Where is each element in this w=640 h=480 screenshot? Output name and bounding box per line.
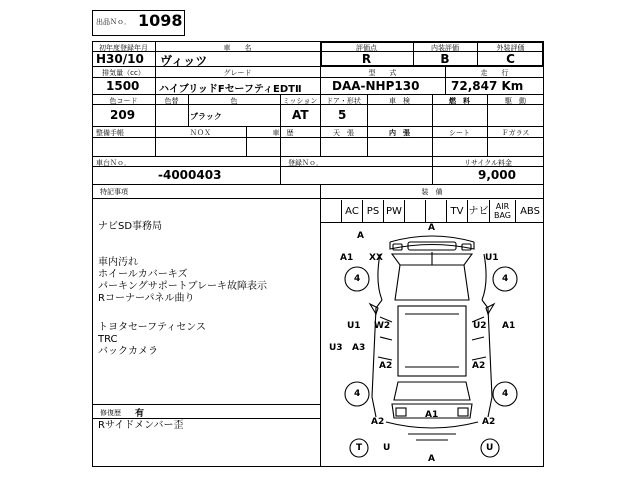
val-doors: 5 bbox=[338, 108, 347, 122]
hdr-paint: 色替 bbox=[164, 97, 179, 105]
dmg-u1-right-top: U1 bbox=[485, 253, 499, 263]
dmg-u3: U3 bbox=[329, 343, 343, 353]
hdr-interior: 内装評価 bbox=[431, 44, 459, 52]
dmg-a1-right: A1 bbox=[502, 321, 516, 331]
note-line: 車内汚れ bbox=[98, 257, 138, 268]
hdr-history: 車 歴 bbox=[272, 129, 294, 137]
hdr-score: 評価点 bbox=[356, 44, 377, 52]
val-chassis: -4000403 bbox=[158, 168, 222, 182]
hdr-recycle: リサイクル料金 bbox=[463, 159, 513, 167]
equip-blank-2 bbox=[425, 200, 446, 222]
dmg-a1-left: A1 bbox=[340, 253, 354, 263]
hdr-color: 色 bbox=[230, 97, 238, 105]
equip-ac: AC bbox=[341, 200, 362, 222]
dmg-u1-left: U1 bbox=[347, 321, 361, 331]
note-line: TRC bbox=[98, 334, 118, 345]
equip-tv: TV bbox=[446, 200, 467, 222]
tire-rl: 4 bbox=[354, 389, 361, 399]
hdr-notes: 特記事項 bbox=[100, 188, 128, 196]
dmg-a1-rear: A1 bbox=[425, 410, 439, 420]
note-line: ホイールカバーキズ bbox=[98, 269, 188, 280]
lot-number: 1098 bbox=[138, 11, 183, 30]
equip-abs: ABS bbox=[515, 200, 544, 222]
equip-navi: ナビ bbox=[467, 200, 489, 222]
hdr-mission: ミッション bbox=[282, 97, 318, 105]
tire-rr: 4 bbox=[502, 389, 509, 399]
equip-blank-1 bbox=[404, 200, 425, 222]
dmg-top-front: A bbox=[357, 231, 364, 241]
hdr-car-name: 車 名 bbox=[223, 44, 252, 52]
lot-label: 出品Ｎｏ． bbox=[96, 18, 131, 26]
dmg-a2-rr: A2 bbox=[482, 417, 496, 427]
hdr-nox: ＮＯＸ bbox=[190, 129, 211, 137]
val-mission: AT bbox=[292, 108, 309, 122]
tire-fr: 4 bbox=[502, 274, 509, 284]
hdr-model: 型 式 bbox=[368, 69, 397, 77]
note-line: バックカメラ bbox=[98, 346, 158, 357]
val-grade: ハイブリッドFセーフティEDTⅡ bbox=[159, 84, 302, 95]
note-line: ナビSD事務局 bbox=[98, 221, 163, 232]
val-color: ブラック bbox=[190, 112, 222, 121]
spare-t: T bbox=[356, 443, 363, 453]
dmg-top-a: A bbox=[428, 223, 435, 233]
hdr-sunroof: 天 張 bbox=[333, 129, 354, 137]
hdr-doors: ドア・形状 bbox=[326, 97, 361, 105]
hdr-manual: 整備手帳 bbox=[96, 129, 124, 137]
val-score: R bbox=[361, 52, 372, 66]
val-exterior: C bbox=[506, 52, 515, 66]
dmg-a2-rl: A2 bbox=[371, 417, 385, 427]
note-line: トヨタセーフティセンス bbox=[98, 322, 206, 333]
hdr-fuel: 燃 料 bbox=[449, 97, 470, 105]
hdr-color-code: 色コード bbox=[109, 97, 138, 105]
hdr-drive: 駆 動 bbox=[505, 97, 526, 105]
dmg-a2-left: A2 bbox=[379, 361, 393, 371]
val-model: DAA-NHP130 bbox=[332, 79, 420, 93]
equip-pw: PW bbox=[383, 200, 404, 222]
val-repair: 有 bbox=[135, 409, 145, 419]
notes-block-1 bbox=[98, 221, 162, 233]
hdr-equipment: 装 備 bbox=[421, 188, 443, 196]
hdr-grade: グレード bbox=[223, 69, 252, 77]
hdr-repair: 修復歴 bbox=[100, 409, 121, 417]
hdr-mileage: 走 行 bbox=[480, 69, 509, 77]
hdr-inspection: 車 検 bbox=[389, 97, 410, 105]
hdr-glass: Ｆガラス bbox=[501, 129, 530, 137]
dmg-w2: W2 bbox=[374, 321, 391, 331]
val-mileage: 72,847 Km bbox=[451, 79, 524, 93]
val-displacement: 1500 bbox=[106, 79, 140, 93]
hdr-chassis: 車台Ｎｏ． bbox=[96, 159, 131, 167]
hdr-displacement: 排気量（cc） bbox=[102, 69, 145, 77]
dmg-a3: A3 bbox=[352, 343, 366, 353]
repair-note: Rサイドメンバー歪 bbox=[98, 420, 184, 431]
dmg-bottom-a: A bbox=[428, 454, 435, 464]
val-color-code: 209 bbox=[110, 108, 136, 122]
hdr-reg: 登録Ｎｏ． bbox=[288, 159, 323, 167]
hdr-seat: シート bbox=[449, 129, 470, 137]
note-line: Rコーナーパネル曲り bbox=[98, 293, 195, 304]
hdr-year: 初年度登録年月 bbox=[99, 44, 148, 52]
tire-fl: 4 bbox=[354, 274, 361, 284]
note-line: パーキングサポートブレーキ故障表示 bbox=[98, 281, 267, 292]
hdr-exterior: 外装評価 bbox=[496, 44, 525, 52]
equip-airbag: AIR BAG bbox=[489, 200, 515, 222]
val-interior: B bbox=[440, 52, 450, 66]
hdr-interior2: 内 張 bbox=[389, 129, 410, 137]
val-year: H30/10 bbox=[96, 52, 144, 66]
notes-block-2 bbox=[98, 257, 267, 305]
dmg-u-left: U bbox=[383, 443, 391, 453]
dmg-a2-right: A2 bbox=[472, 361, 486, 371]
dmg-u-right: U bbox=[486, 443, 494, 453]
val-recycle: 9,000 bbox=[478, 168, 516, 182]
equip-ps: PS bbox=[362, 200, 383, 222]
dmg-u2: U2 bbox=[473, 321, 487, 331]
dmg-xx: XX bbox=[369, 253, 383, 263]
notes-block-3 bbox=[98, 322, 206, 358]
val-car-name: ヴィッツ bbox=[160, 54, 208, 68]
